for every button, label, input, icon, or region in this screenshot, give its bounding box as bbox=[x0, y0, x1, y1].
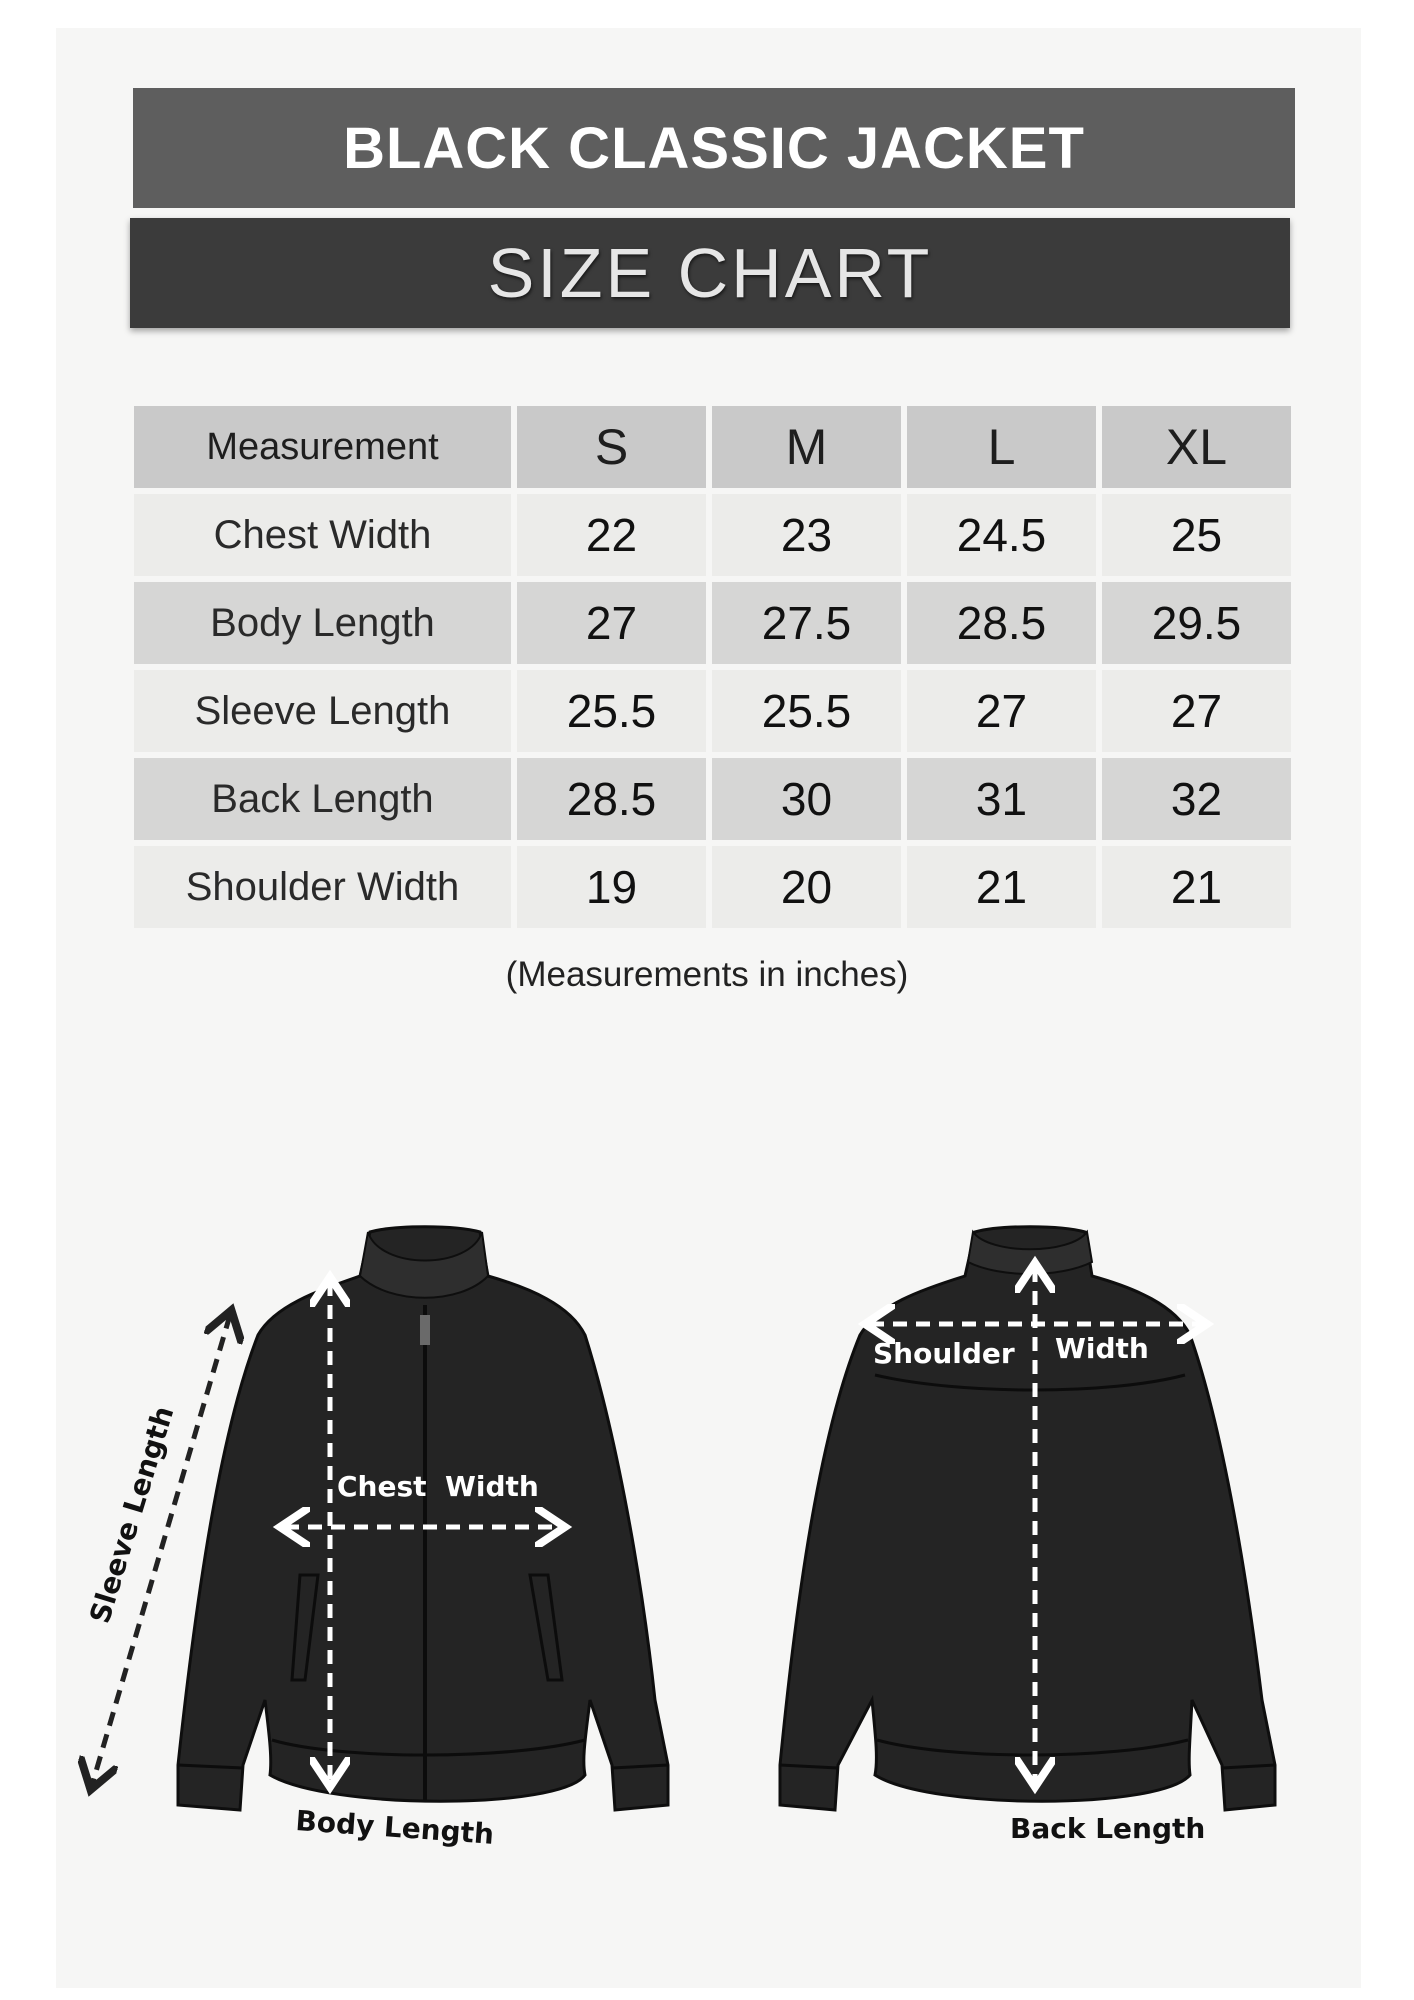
back-jacket-illustration bbox=[780, 1227, 1275, 1810]
row-label: Body Length bbox=[134, 582, 511, 664]
back-length-label: Back Length bbox=[1010, 1812, 1206, 1845]
front-jacket-illustration bbox=[178, 1227, 668, 1810]
table-cell: 27 bbox=[517, 582, 706, 664]
page-title: BLACK CLASSIC JACKET bbox=[343, 115, 1085, 181]
table-cell: 21 bbox=[907, 846, 1096, 928]
table-cell: 27.5 bbox=[712, 582, 901, 664]
row-label: Chest Width bbox=[134, 494, 511, 576]
table-cell: 19 bbox=[517, 846, 706, 928]
table-cell: 30 bbox=[712, 758, 901, 840]
table-cell: 32 bbox=[1102, 758, 1291, 840]
table-cell: 28.5 bbox=[907, 582, 1096, 664]
zipper-pull bbox=[420, 1315, 430, 1345]
row-label: Back Length bbox=[134, 758, 511, 840]
table-cell: 24.5 bbox=[907, 494, 1096, 576]
header-size-s: S bbox=[517, 406, 706, 488]
table-cell: 25 bbox=[1102, 494, 1291, 576]
body-length-label: Body Length bbox=[294, 1804, 496, 1851]
table-cell: 27 bbox=[907, 670, 1096, 752]
header-size-xl: XL bbox=[1102, 406, 1291, 488]
shoulder-label: Shoulder bbox=[873, 1337, 1015, 1370]
header-size-l: L bbox=[907, 406, 1096, 488]
table-cell: 27 bbox=[1102, 670, 1291, 752]
table-cell: 25.5 bbox=[712, 670, 901, 752]
table-cell: 23 bbox=[712, 494, 901, 576]
page-subtitle: SIZE CHART bbox=[487, 234, 933, 312]
row-label: Sleeve Length bbox=[134, 670, 511, 752]
table-cell: 21 bbox=[1102, 846, 1291, 928]
table-cell: 28.5 bbox=[517, 758, 706, 840]
units-note: (Measurements in inches) bbox=[505, 955, 909, 994]
chest-width-label: Width bbox=[445, 1470, 539, 1503]
table-cell: 22 bbox=[517, 494, 706, 576]
header-size-m: M bbox=[712, 406, 901, 488]
table-cell: 29.5 bbox=[1102, 582, 1291, 664]
back-jacket-body bbox=[780, 1227, 1275, 1810]
header-measurement: Measurement bbox=[134, 406, 511, 488]
table-cell: 25.5 bbox=[517, 670, 706, 752]
chest-label: Chest bbox=[337, 1470, 427, 1503]
table-cell: 20 bbox=[712, 846, 901, 928]
shoulder-width-label: Width bbox=[1055, 1332, 1149, 1365]
sleeve-length-label: Sleeve Length bbox=[83, 1402, 181, 1628]
row-label: Shoulder Width bbox=[134, 846, 511, 928]
table-cell: 31 bbox=[907, 758, 1096, 840]
